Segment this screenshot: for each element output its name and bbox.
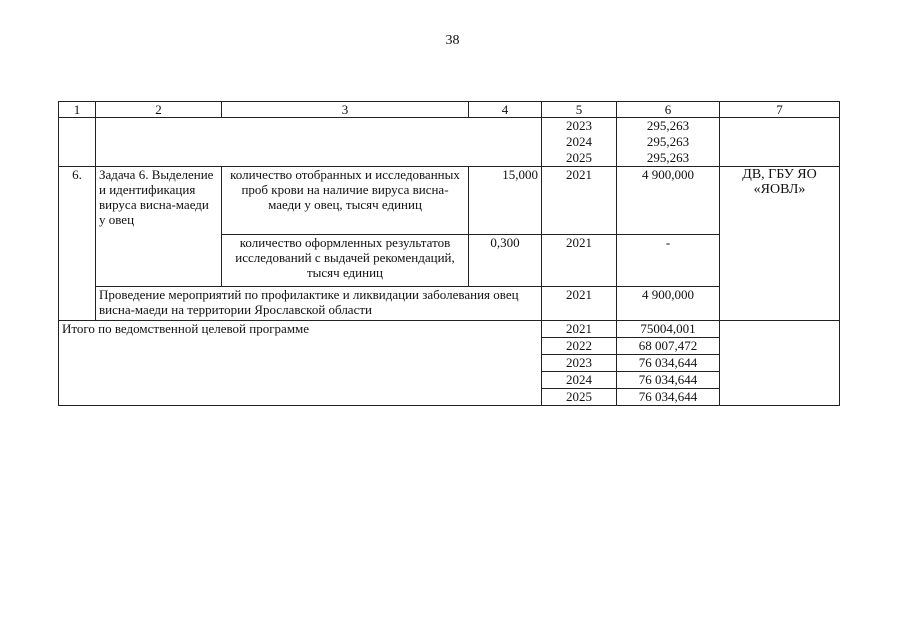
- year-value: 2025: [566, 150, 592, 165]
- executor: ДВ, ГБУ ЯО «ЯОВЛ»: [720, 167, 840, 321]
- indicator-amount: 4 900,000: [617, 167, 720, 235]
- indicator-value: 0,300: [469, 235, 542, 287]
- activity-amount: 4 900,000: [617, 287, 720, 321]
- total-amount: 68 007,472: [617, 338, 720, 355]
- indicator-value: 15,000: [469, 167, 542, 235]
- header-cell: 1: [59, 102, 96, 118]
- empty-cell: [720, 321, 840, 406]
- total-amount: 76 034,644: [617, 389, 720, 406]
- amount-list: [617, 118, 720, 167]
- total-year: 2023: [542, 355, 617, 372]
- header-cell: 2: [96, 102, 222, 118]
- indicator-year: 2021: [542, 167, 617, 235]
- header-row: [59, 102, 840, 118]
- task-row: [59, 167, 840, 235]
- activity-year: 2021: [542, 287, 617, 321]
- total-year: 2021: [542, 321, 617, 338]
- header-cell: 4: [469, 102, 542, 118]
- activity-name: Проведение мероприятий по профилактике и ликвидации заболевания овец висна-маеди на территории Ярославской области: [96, 287, 542, 321]
- amount-value: 295,263: [646, 118, 690, 133]
- year-value: 2023: [566, 118, 592, 133]
- page-number: 38: [445, 33, 460, 48]
- header-cell: 3: [222, 102, 469, 118]
- total-year: 2024: [542, 372, 617, 389]
- year-list: [542, 118, 617, 167]
- continuation-row: [59, 118, 840, 167]
- header-cell: 7: [720, 102, 840, 118]
- total-amount: 75004,001: [617, 321, 720, 338]
- year-value: 2024: [566, 134, 592, 149]
- total-amount: 76 034,644: [617, 355, 720, 372]
- header-cell: 6: [617, 102, 720, 118]
- empty-cell: [59, 118, 96, 167]
- indicator-year: 2021: [542, 235, 617, 287]
- total-amount: 76 034,644: [617, 372, 720, 389]
- empty-cell: [96, 118, 542, 167]
- amount-value: 295,263: [646, 150, 690, 165]
- amount-value: 295,263: [646, 134, 690, 149]
- task-title: Задача 6. Выделение и идентификация вируса висна-маеди у овец: [96, 167, 222, 287]
- indicator-name: количество отобранных и исследованных проб крови на наличие вируса висна-маеди у овец, тысяч единиц: [222, 167, 469, 235]
- indicator-amount: -: [617, 235, 720, 287]
- header-cell: 5: [542, 102, 617, 118]
- task-number: 6.: [59, 167, 96, 321]
- total-year: 2022: [542, 338, 617, 355]
- program-table: [58, 101, 840, 406]
- total-row: [59, 321, 840, 338]
- indicator-name: количество оформленных результатов исследований с выдачей рекомендаций, тысяч единиц: [222, 235, 469, 287]
- total-year: 2025: [542, 389, 617, 406]
- empty-cell: [720, 118, 840, 167]
- total-label: Итого по ведомственной целевой программе: [59, 321, 542, 406]
